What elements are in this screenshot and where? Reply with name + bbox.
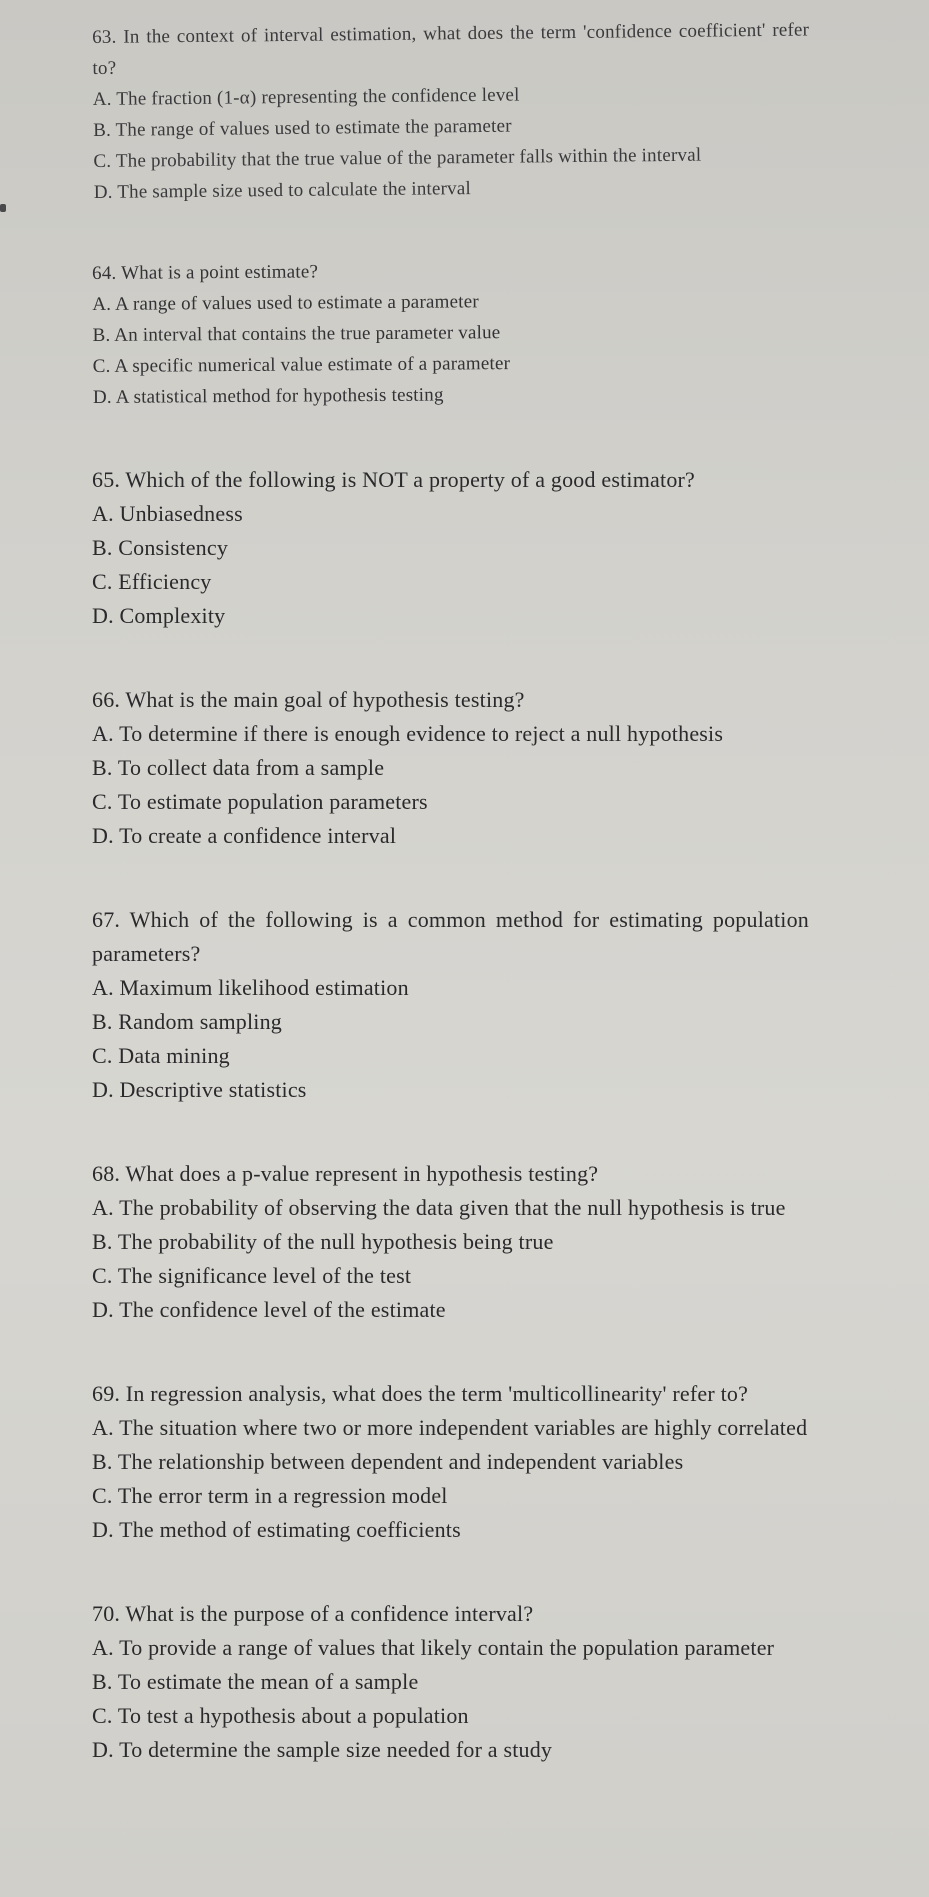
option-a: A. A range of values used to estimate a parameter [92, 291, 479, 315]
question-64 [92, 253, 810, 413]
question-stem: 64. What is a point estimate? [92, 261, 319, 284]
question-63 [92, 14, 811, 207]
option-d: D. The method of estimating coefficients [92, 1517, 461, 1542]
question-stem: 67. Which of the following is a common method for estimating population parameters? [92, 907, 809, 966]
option-b: B. The relationship between dependent and independent variables [92, 1449, 684, 1474]
question-69 [92, 1377, 809, 1547]
option-c: C. The error term in a regression model [92, 1483, 448, 1508]
question-70 [92, 1597, 809, 1767]
option-b: B. The probability of the null hypothesis being true [92, 1229, 554, 1254]
option-c: C. To estimate population parameters [92, 789, 428, 814]
question-stem: 69. In regression analysis, what does the term 'multicollinearity' refer to? [92, 1381, 749, 1406]
question-stem: 68. What does a p-value represent in hypothesis testing? [92, 1161, 599, 1186]
option-c: C. Efficiency [92, 569, 212, 594]
option-c: C. To test a hypothesis about a population [92, 1703, 469, 1728]
question-67 [92, 903, 809, 1107]
option-d: D. The sample size used to calculate the interval [93, 178, 472, 203]
option-a: A. The situation where two or more independent variables are highly correlated [92, 1415, 808, 1440]
option-d: D. A statistical method for hypothesis testing [92, 384, 444, 408]
option-b: B. To estimate the mean of a sample [92, 1669, 419, 1694]
option-d: D. To create a confidence interval [92, 823, 397, 848]
option-a: A. To provide a range of values that likely contain the population parameter [92, 1635, 775, 1660]
option-d: D. Descriptive statistics [92, 1077, 307, 1102]
option-a: A. Unbiasedness [92, 501, 243, 526]
option-a: A. The fraction (1-α) representing the confidence level [92, 84, 520, 110]
option-b: B. To collect data from a sample [92, 755, 385, 780]
option-a: A. Maximum likelihood estimation [92, 975, 409, 1000]
question-66 [92, 683, 809, 853]
option-a: A. The probability of observing the data given that the null hypothesis is true [92, 1195, 786, 1220]
question-stem: 63. In the context of interval estimation, what does the term 'confidence coefficient' refer to? [92, 19, 810, 79]
option-d: D. Complexity [92, 603, 226, 628]
question-stem: 66. What is the main goal of hypothesis testing? [92, 687, 525, 712]
question-stem: 65. Which of the following is NOT a property of a good estimator? [92, 467, 696, 492]
margin-mark [0, 204, 6, 212]
question-68 [92, 1157, 809, 1327]
option-b: B. An interval that contains the true parameter value [92, 322, 501, 346]
option-b: B. The range of values used to estimate the parameter [93, 115, 512, 141]
option-c: C. The probability that the true value of the parameter falls within the interval [93, 144, 702, 172]
option-c: C. The significance level of the test [92, 1263, 412, 1288]
option-c: C. A specific numerical value estimate of a parameter [92, 353, 511, 377]
option-c: C. Data mining [92, 1043, 230, 1068]
option-b: B. Consistency [92, 535, 229, 560]
question-65 [92, 463, 809, 633]
option-b: B. Random sampling [92, 1009, 282, 1034]
option-d: D. The confidence level of the estimate [92, 1297, 446, 1322]
option-a: A. To determine if there is enough evidence to reject a null hypothesis [92, 721, 724, 746]
option-d: D. To determine the sample size needed for a study [92, 1737, 553, 1762]
question-stem: 70. What is the purpose of a confidence interval? [92, 1601, 534, 1626]
